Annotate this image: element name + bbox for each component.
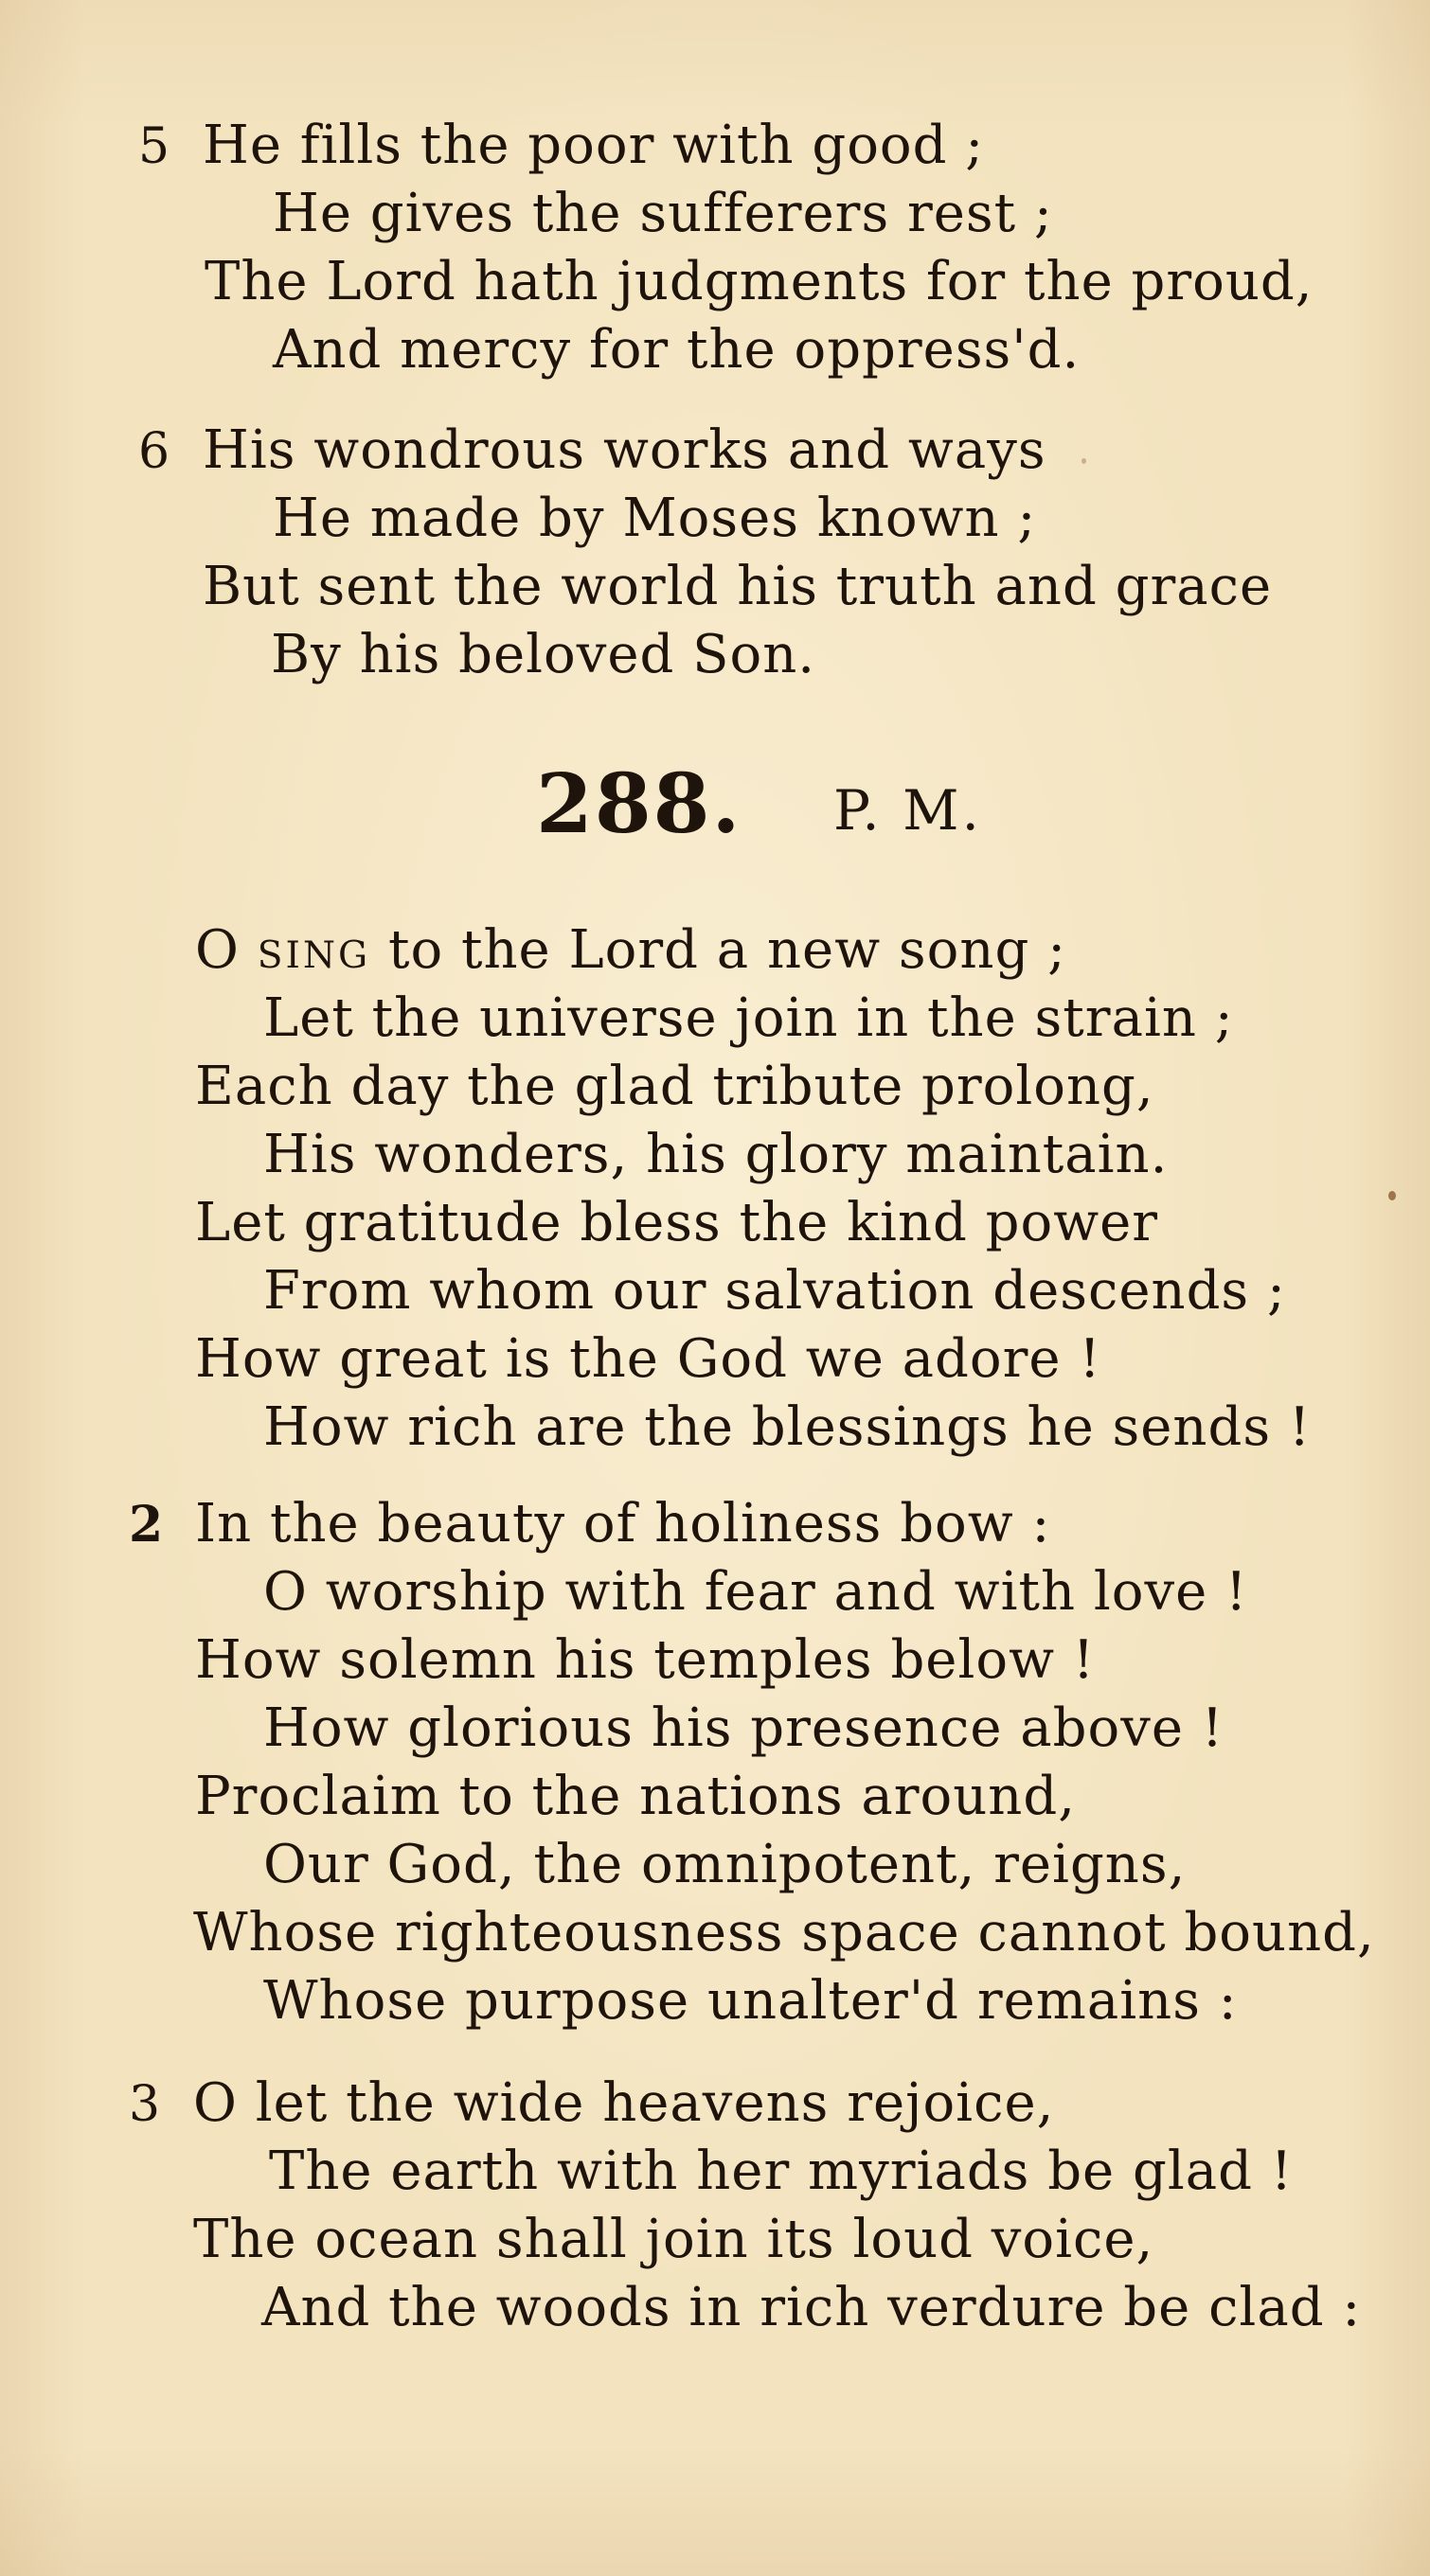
stanza-line: But sent the world his truth and grace [203, 556, 1273, 617]
verse-line: How rich are the blessings he sends ! [263, 1396, 1312, 1458]
stanza-number: 5 [138, 118, 170, 175]
opening-word: sing [257, 919, 371, 981]
verse-line: O let the wide heavens rejoice, [193, 2072, 1055, 2134]
stanza-line: And mercy for the oppress'd. [273, 319, 1081, 381]
hymn-number: 288. [536, 756, 742, 852]
verse-line: Let the universe join in the strain ; [263, 987, 1234, 1049]
stanza-line: He gives the sufferers rest ; [273, 183, 1053, 244]
verse-line: Whose righteousness space cannot bound, [193, 1902, 1375, 1963]
verse-line: Whose purpose unalter'd remains : [263, 1970, 1238, 2032]
verse-line: Proclaim to the nations around, [195, 1766, 1077, 1827]
stanza-line: He made by Moses known ; [273, 488, 1037, 549]
first-line-rest: to the Lord a new song ; [370, 919, 1066, 981]
stanza-number: 6 [138, 423, 170, 480]
verse-line: His wonders, his glory maintain. [263, 1124, 1169, 1185]
stanza-line: He fills the poor with good ; [203, 115, 985, 176]
verse-line: How great is the God we adore ! [195, 1328, 1101, 1390]
verse-first-line [195, 916, 1066, 985]
verse-line: How glorious his presence above ! [263, 1697, 1224, 1759]
verse-line: How solemn his temples below ! [195, 1629, 1096, 1691]
verse-number: 2 [129, 1496, 164, 1554]
paper-speck [1388, 1191, 1396, 1200]
verse-line: From whom our salvation descends ; [263, 1260, 1286, 1322]
verse-line: The earth with her myriads be glad ! [269, 2141, 1294, 2202]
verse-line: Our God, the omnipotent, reigns, [263, 1834, 1187, 1895]
verse-line: In the beauty of holiness bow : [195, 1493, 1051, 1554]
stanza-line: His wondrous works and ways [203, 419, 1046, 481]
verse-line: And the woods in rich verdure be clad : [261, 2277, 1362, 2338]
verse-line: The ocean shall join its loud voice, [193, 2209, 1154, 2270]
paper-speck [1081, 458, 1086, 464]
verse-line: O worship with fear and with love ! [263, 1561, 1248, 1623]
verse-number: 3 [129, 2076, 161, 2133]
opening-letter: O [195, 919, 240, 981]
verse-line: Each day the glad tribute prolong, [195, 1056, 1154, 1117]
stanza-line: By his beloved Son. [271, 624, 816, 685]
verse-line: Let gratitude bless the kind power [195, 1192, 1159, 1253]
stanza-line: The Lord hath judgments for the proud, [205, 251, 1314, 312]
hymn-meter: P. M. [833, 778, 982, 843]
